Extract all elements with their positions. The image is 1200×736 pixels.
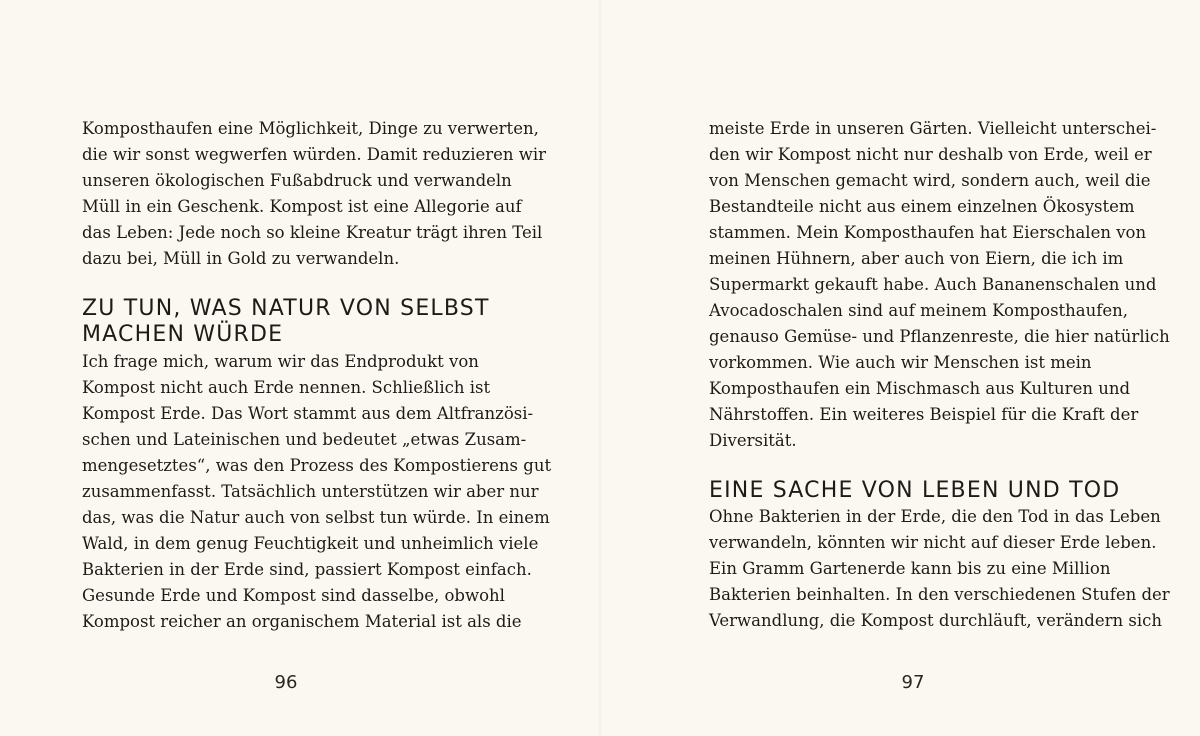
text-line: Ein Gramm Gartenerde kann bis zu eine Million (709, 559, 1111, 578)
text-line: das Leben: Jede noch so kleine Kreatur trägt ihren Teil (82, 223, 543, 242)
text-line: Bakterien beinhalten. In den verschiedenen Stufen der (709, 585, 1170, 604)
text-line: Komposthaufen eine Möglichkeit, Dinge zu verwerten, (82, 119, 539, 138)
text-line: das, was die Natur auch von selbst tun würde. In einem (82, 508, 550, 527)
text-line: den wir Kompost nicht nur deshalb von Erde, weil er (709, 145, 1152, 164)
text-line: die wir sonst wegwerfen würden. Damit reduzieren wir (82, 145, 547, 164)
text-line: Wald, in dem genug Feuchtigkeit und unheimlich viele (82, 534, 539, 553)
left-paragraph-1 (82, 116, 546, 272)
text-line: Kompost nicht auch Erde nennen. Schließlich ist (82, 378, 491, 397)
text-line: Ohne Bakterien in der Erde, die den Tod in das Leben (709, 507, 1161, 526)
left-paragraph-2 (82, 349, 551, 635)
heading-line: ZU TUN, WAS NATUR VON SELBST (82, 296, 490, 321)
text-line: Diversität. (709, 431, 797, 450)
heading-line: MACHEN WÜRDE (82, 322, 284, 347)
text-line: mengesetztes“, was den Prozess des Kompostierens gut (82, 456, 552, 475)
text-line: Kompost reicher an organischem Material ist als die (82, 612, 522, 631)
text-line: unseren ökologischen Fußabdruck und verwandeln (82, 171, 512, 190)
text-line: vorkommen. Wie auch wir Menschen ist mein (709, 353, 1092, 372)
right-section-heading (709, 478, 1120, 504)
text-line: Supermarkt gekauft habe. Auch Bananenschalen und (709, 275, 1157, 294)
text-line: Ich frage mich, warum wir das Endprodukt von (82, 352, 479, 371)
right-paragraph-2 (709, 504, 1170, 634)
right-paragraph-1 (709, 116, 1170, 454)
text-line: zusammenfasst. Tatsächlich unterstützen wir aber nur (82, 482, 539, 501)
text-line: stammen. Mein Komposthaufen hat Eierschalen von (709, 223, 1147, 242)
text-line: genauso Gemüse- und Pflanzenreste, die hier natürlich (709, 327, 1170, 346)
right-page (600, 0, 1200, 736)
text-line: Gesunde Erde und Kompost sind dasselbe, obwohl (82, 586, 505, 605)
page-number-left: 96 (274, 672, 298, 693)
text-line: Kompost Erde. Das Wort stammt aus dem Altfranzösi- (82, 404, 534, 423)
heading-line: EINE SACHE VON LEBEN UND TOD (709, 478, 1121, 503)
text-line: Nährstoffen. Ein weiteres Beispiel für die Kraft der (709, 405, 1139, 424)
text-line: meinen Hühnern, aber auch von Eiern, die ich im (709, 249, 1124, 268)
text-line: Bakterien in der Erde sind, passiert Kompost einfach. (82, 560, 532, 579)
text-line: Bestandteile nicht aus einem einzelnen Ökosystem (709, 197, 1135, 216)
text-line: verwandeln, könnten wir nicht auf dieser Erde leben. (709, 533, 1157, 552)
text-line: Avocadoschalen sind auf meinem Komposthaufen, (709, 301, 1129, 320)
text-line: schen und Lateinischen und bedeutet „etwas Zusam- (82, 430, 527, 449)
page-number-right: 97 (901, 672, 925, 693)
text-line: Verwandlung, die Kompost durchläuft, verändern sich (709, 611, 1162, 630)
text-line: Komposthaufen ein Mischmasch aus Kulturen und (709, 379, 1131, 398)
text-line: dazu bei, Müll in Gold zu verwandeln. (82, 249, 400, 268)
text-line: Müll in ein Geschenk. Kompost ist eine Allegorie auf (82, 197, 522, 216)
text-line: meiste Erde in unseren Gärten. Vielleicht unterschei- (709, 119, 1157, 138)
text-line: von Menschen gemacht wird, sondern auch, weil die (709, 171, 1151, 190)
left-section-heading (82, 296, 490, 348)
